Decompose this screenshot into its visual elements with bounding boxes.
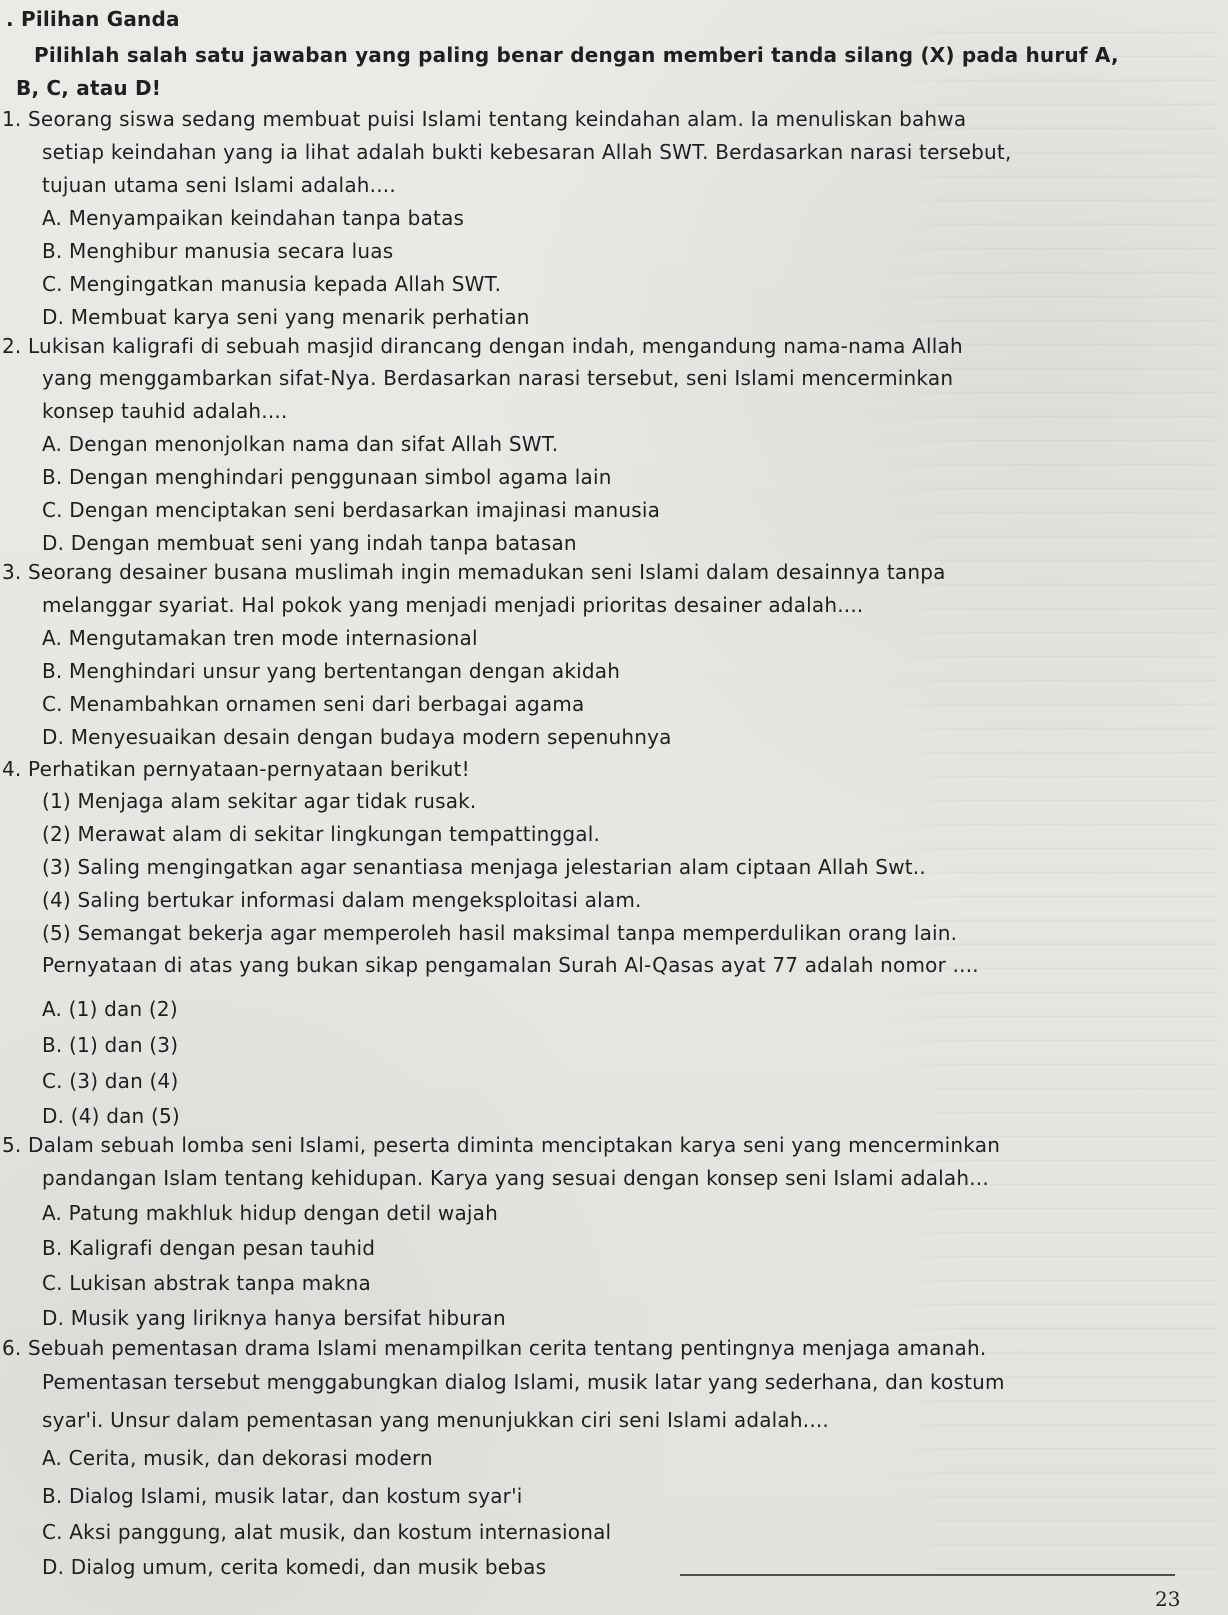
q4-option-d: D. (4) dan (5) xyxy=(42,1104,180,1128)
instruction-line-1: Pilihlah salah satu jawaban yang paling benar dengan memberi tanda silang (X) pada huruf A, xyxy=(34,43,1119,67)
q1-stem-line-2: setiap keindahan yang ia lihat adalah bukti kebesaran Allah SWT. Berdasarkan narasi tersebut, xyxy=(42,140,1012,164)
q5-option-c: C. Lukisan abstrak tanpa makna xyxy=(42,1271,371,1295)
section-title: . Pilihan Ganda xyxy=(6,7,180,31)
q5-option-a: A. Patung makhluk hidup dengan detil wajah xyxy=(42,1201,499,1225)
q6-stem-line-3: syar'i. Unsur dalam pementasan yang menunjukkan ciri seni Islami adalah.... xyxy=(42,1408,829,1432)
q3-option-b: B. Menghindari unsur yang bertentangan dengan akidah xyxy=(42,659,621,683)
q6-stem-line-1: 6. Sebuah pementasan drama Islami menampilkan cerita tentang pentingnya menjaga amanah. xyxy=(2,1336,987,1360)
q4-statement-4: (4) Saling bertukar informasi dalam mengeksploitasi alam. xyxy=(42,888,642,912)
q4-statement-1: (1) Menjaga alam sekitar agar tidak rusak. xyxy=(42,789,477,813)
instruction-line-2: B, C, atau D! xyxy=(16,76,162,100)
q1-option-d: D. Membuat karya seni yang menarik perhatian xyxy=(42,305,530,329)
page-number: 23 xyxy=(1155,1587,1181,1611)
q2-stem-line-3: konsep tauhid adalah.... xyxy=(42,399,288,423)
q1-stem-line-1: 1. Seorang siswa sedang membuat puisi Islami tentang keindahan alam. Ia menuliskan bahwa xyxy=(2,107,967,131)
q6-option-b: B. Dialog Islami, musik latar, dan kostum syar'i xyxy=(42,1484,523,1508)
q5-stem-line-1: 5. Dalam sebuah lomba seni Islami, peserta diminta menciptakan karya seni yang mencerminkan xyxy=(2,1133,1001,1157)
q6-option-d: D. Dialog umum, cerita komedi, dan musik bebas xyxy=(42,1555,547,1579)
q3-stem-line-2: melanggar syariat. Hal pokok yang menjadi menjadi prioritas desainer adalah.... xyxy=(42,593,864,617)
q4-statement-3: (3) Saling mengingatkan agar senantiasa menjaga jelestarian alam ciptaan Allah Swt.. xyxy=(42,855,926,879)
q4-option-b: B. (1) dan (3) xyxy=(42,1033,179,1057)
q4-prompt: Pernyataan di atas yang bukan sikap pengamalan Surah Al-Qasas ayat 77 adalah nomor .... xyxy=(42,953,979,977)
q4-option-c: C. (3) dan (4) xyxy=(42,1069,179,1093)
q3-option-a: A. Mengutamakan tren mode internasional xyxy=(42,626,478,650)
q4-statement-2: (2) Merawat alam di sekitar lingkungan tempattinggal. xyxy=(42,822,601,846)
q6-option-a: A. Cerita, musik, dan dekorasi modern xyxy=(42,1446,433,1470)
q2-option-a: A. Dengan menonjolkan nama dan sifat Allah SWT. xyxy=(42,432,559,456)
q3-option-d: D. Menyesuaikan desain dengan budaya modern sepenuhnya xyxy=(42,725,672,749)
q3-option-c: C. Menambahkan ornamen seni dari berbagai agama xyxy=(42,692,585,716)
q5-option-d: D. Musik yang liriknya hanya bersifat hiburan xyxy=(42,1306,506,1330)
q4-statement-5: (5) Semangat bekerja agar memperoleh hasil maksimal tanpa memperdulikan orang lain. xyxy=(42,921,958,945)
q3-stem-line-1: 3. Seorang desainer busana muslimah ingin memadukan seni Islami dalam desainnya tanpa xyxy=(2,560,946,584)
q6-stem-line-2: Pementasan tersebut menggabungkan dialog Islami, musik latar yang sederhana, dan kostum xyxy=(42,1370,1005,1394)
q1-option-a: A. Menyampaikan keindahan tanpa batas xyxy=(42,206,465,230)
q1-option-c: C. Mengingatkan manusia kepada Allah SWT. xyxy=(42,272,502,296)
q1-stem-line-3: tujuan utama seni Islami adalah.... xyxy=(42,173,396,197)
q4-stem-line-1: 4. Perhatikan pernyataan-pernyataan berikut! xyxy=(2,757,470,781)
q2-option-b: B. Dengan menghindari penggunaan simbol agama lain xyxy=(42,465,612,489)
q2-option-c: C. Dengan menciptakan seni berdasarkan imajinasi manusia xyxy=(42,498,661,522)
q5-stem-line-2: pandangan Islam tentang kehidupan. Karya yang sesuai dengan konsep seni Islami adalah... xyxy=(42,1166,989,1190)
q1-option-b: B. Menghibur manusia secara luas xyxy=(42,239,394,263)
q2-stem-line-1: 2. Lukisan kaligrafi di sebuah masjid dirancang dengan indah, mengandung nama-nama Allah xyxy=(2,334,963,358)
q2-stem-line-2: yang menggambarkan sifat-Nya. Berdasarkan narasi tersebut, seni Islami mencerminkan xyxy=(42,366,954,390)
q5-option-b: B. Kaligrafi dengan pesan tauhid xyxy=(42,1236,376,1260)
bottom-rule xyxy=(680,1574,1175,1576)
q6-option-c: C. Aksi panggung, alat musik, dan kostum internasional xyxy=(42,1520,612,1544)
q2-option-d: D. Dengan membuat seni yang indah tanpa batasan xyxy=(42,531,577,555)
q4-option-a: A. (1) dan (2) xyxy=(42,997,178,1021)
